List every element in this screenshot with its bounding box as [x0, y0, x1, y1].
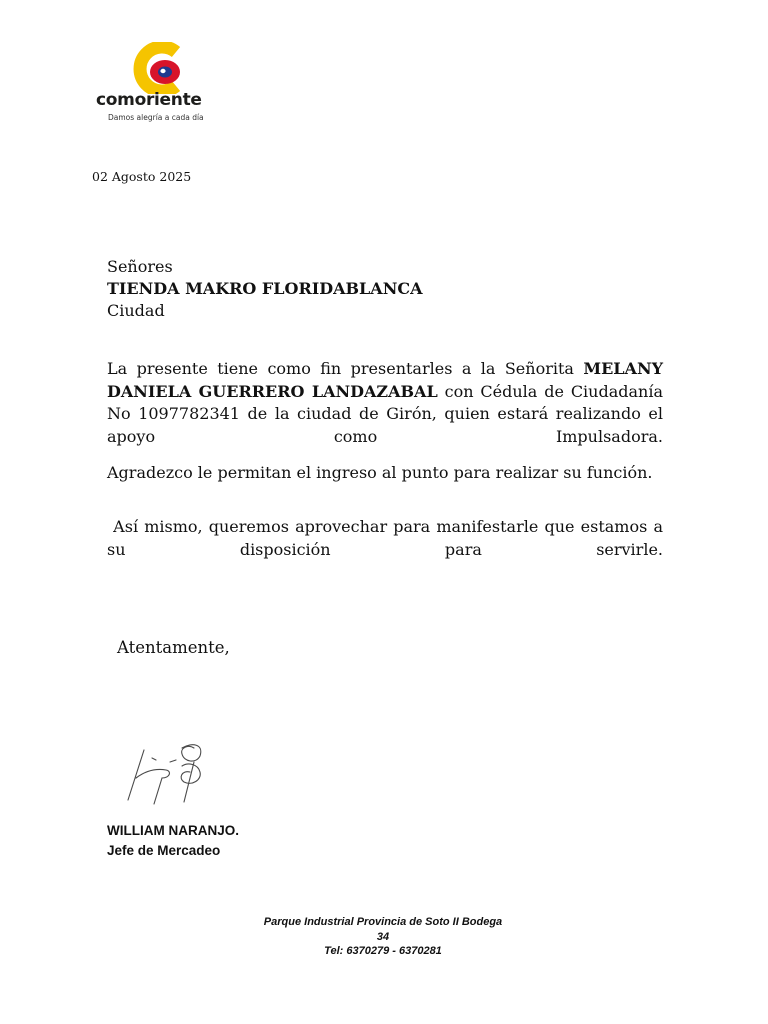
p1-text-end: con Cédula de Ciudadanía No 1097782341 de la ciudad de Girón, quien estará realizando el apoyo como Impulsadora.: [107, 381, 664, 446]
recipient-company: TIENDA MAKRO FLORIDABLANCA: [107, 279, 423, 298]
company-logo: [96, 42, 238, 126]
footer: [230, 915, 536, 959]
signature-image: [122, 738, 214, 808]
footer-address-line1: Parque Industrial Provincia de Soto II Bodega: [263, 916, 503, 928]
footer-phone: Tel: 6370279 - 6370281: [324, 945, 442, 957]
logo-tagline: Damos alegría a cada día: [108, 113, 204, 122]
recipient-block: [107, 256, 663, 322]
body-paragraph-2: Agradezco le permitan el ingreso al punto para realizar su función.: [107, 463, 653, 482]
recipient-salutation: Señores: [107, 257, 173, 276]
closing: Atentamente,: [117, 638, 230, 657]
body-paragraph-1: [107, 358, 663, 448]
logo-mark-icon: [132, 42, 194, 94]
p1-text-start: La presente tiene como fin presentarles a la Señorita: [107, 359, 584, 378]
logo-wordmark: comoriente: [96, 90, 202, 110]
body-paragraph-3: Así mismo, queremos aprovechar para manifestarle que estamos a su disposición para servirle.: [107, 517, 669, 559]
signer-title: Jefe de Mercadeo: [107, 843, 221, 858]
employee-name: MELANY DANIELA GUERRERO LANDAZABAL: [107, 359, 663, 401]
letter-date: 02 Agosto 2025: [92, 169, 192, 184]
signer-name: WILLIAM NARANJO.: [107, 823, 239, 838]
signer-block: [107, 821, 239, 861]
recipient-city: Ciudad: [107, 301, 165, 320]
footer-address-line2: 34: [376, 930, 390, 943]
